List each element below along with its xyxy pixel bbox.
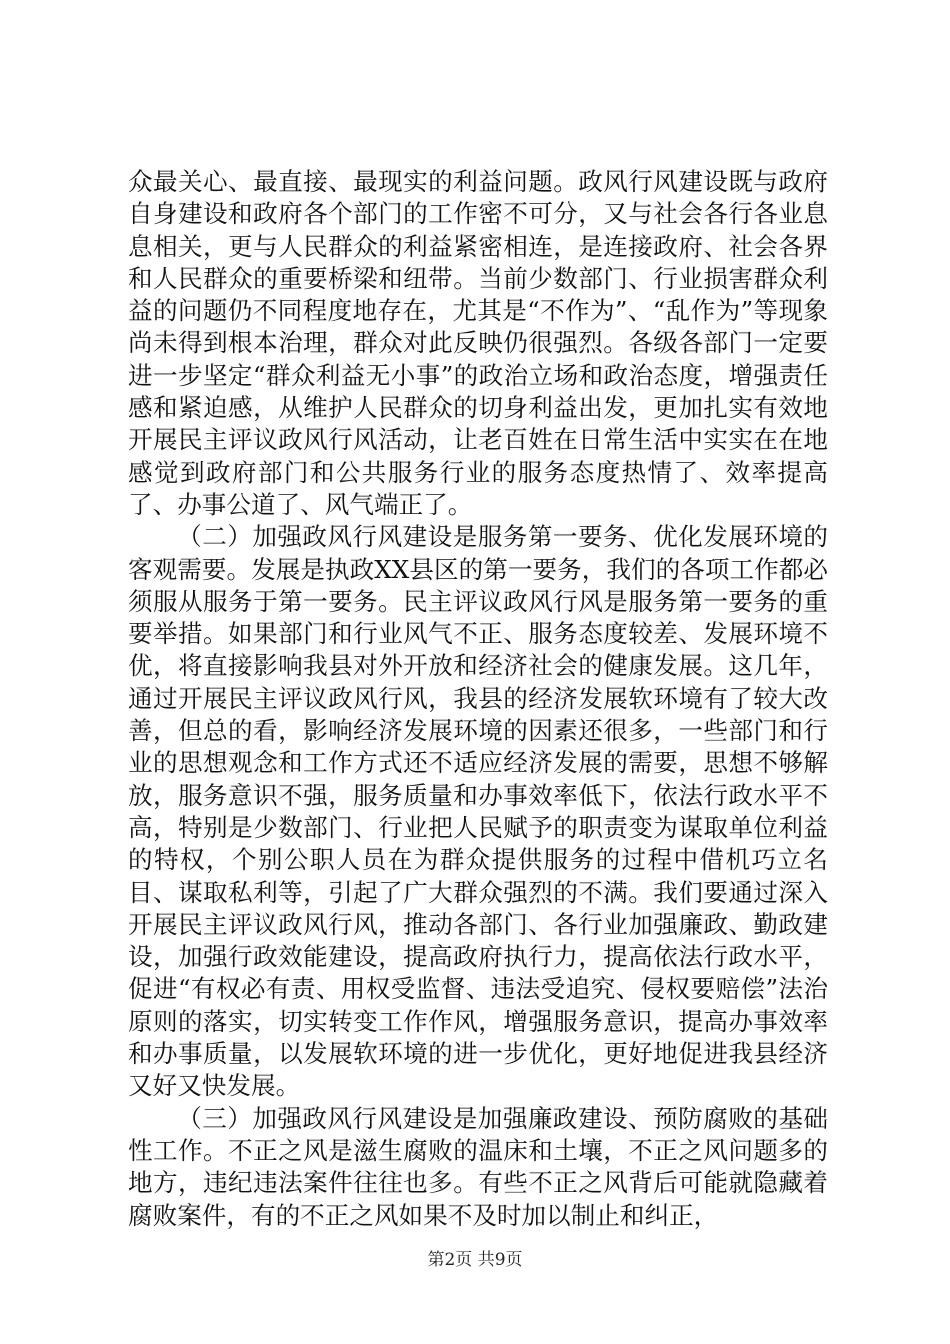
page-number-footer: 第2页 共9页: [427, 1250, 523, 1270]
document-body: [128, 166, 828, 1232]
paragraph-section-three: （三）加强政风行风建设是加强廉政建设、预防腐败的基础性工作。不正之风是滋生腐败的温床和土壤，不正之风问题多的地方，违纪违法案件往往也多。有些不正之风背后可能就隐藏着腐败案件，有的不正之风如果不及时加以制止和纠正，: [128, 1103, 828, 1230]
paragraph-continuation: 众最关心、最直接、最现实的利益问题。政风行风建设既与政府自身建设和政府各个部门的工作密不可分，又与社会各行各业息息相关，更与人民群众的利益紧密相连，是连接政府、社会各界和人民群众的重要桥梁和纽带。当前少数部门、行业损害群众利益的问题仍不同程度地存在，尤其是“不作为”、“乱作为”等现象尚未得到根本治理，群众对此反映仍很强烈。各级各部门一定要进一步坚定“群众利益无小事”的政治立场和政治态度，增强责任感和紧迫感，从维护人民群众的切身利益出发，更加扎实有效地开展民主评议政风行风活动，让老百姓在日常生活中实实在在地感觉到政府部门和公共服务行业的服务态度热情了、效率提高了、办事公道了、风气端正了。: [128, 167, 828, 519]
paragraph-section-two: （二）加强政风行风建设是服务第一要务、优化发展环境的客观需要。发展是执政XX县区的第一要务，我们的各项工作都必须服从服务于第一要务。民主评议政风行风是服务第一要务的重要举措。如果部门和行业风气不正、服务态度较差、发展环境不优，将直接影响我县对外开放和经济社会的健康发展。这几年，通过开展民主评议政风行风，我县的经济发展软环境有了较大改善，但总的看，影响经济发展环境的因素还很多，一些部门和行业的思想观念和工作方式还不适应经济发展的需要，思想不够解放，服务意识不强，服务质量和办事效率低下，依法行政水平不高，特别是少数部门、行业把人民赋予的职责变为谋取单位利益的特权，个别公职人员在为群众提供服务的过程中借机巧立名目、谋取私利等，引起了广大群众强烈的不满。我们要通过深入开展民主评议政风行风，推动各部门、各行业加强廉政、勤政建设，加强行政效能建设，提高政府执行力，提高依法行政水平，促进“有权必有责、用权受监督、违法受追究、侵权要赔偿”法治原则的落实，切实转变工作作风，增强服务意识，提高办事效率和办事质量，以发展软环境的进一步优化，更好地促进我县经济又好又快发展。: [128, 522, 828, 1101]
